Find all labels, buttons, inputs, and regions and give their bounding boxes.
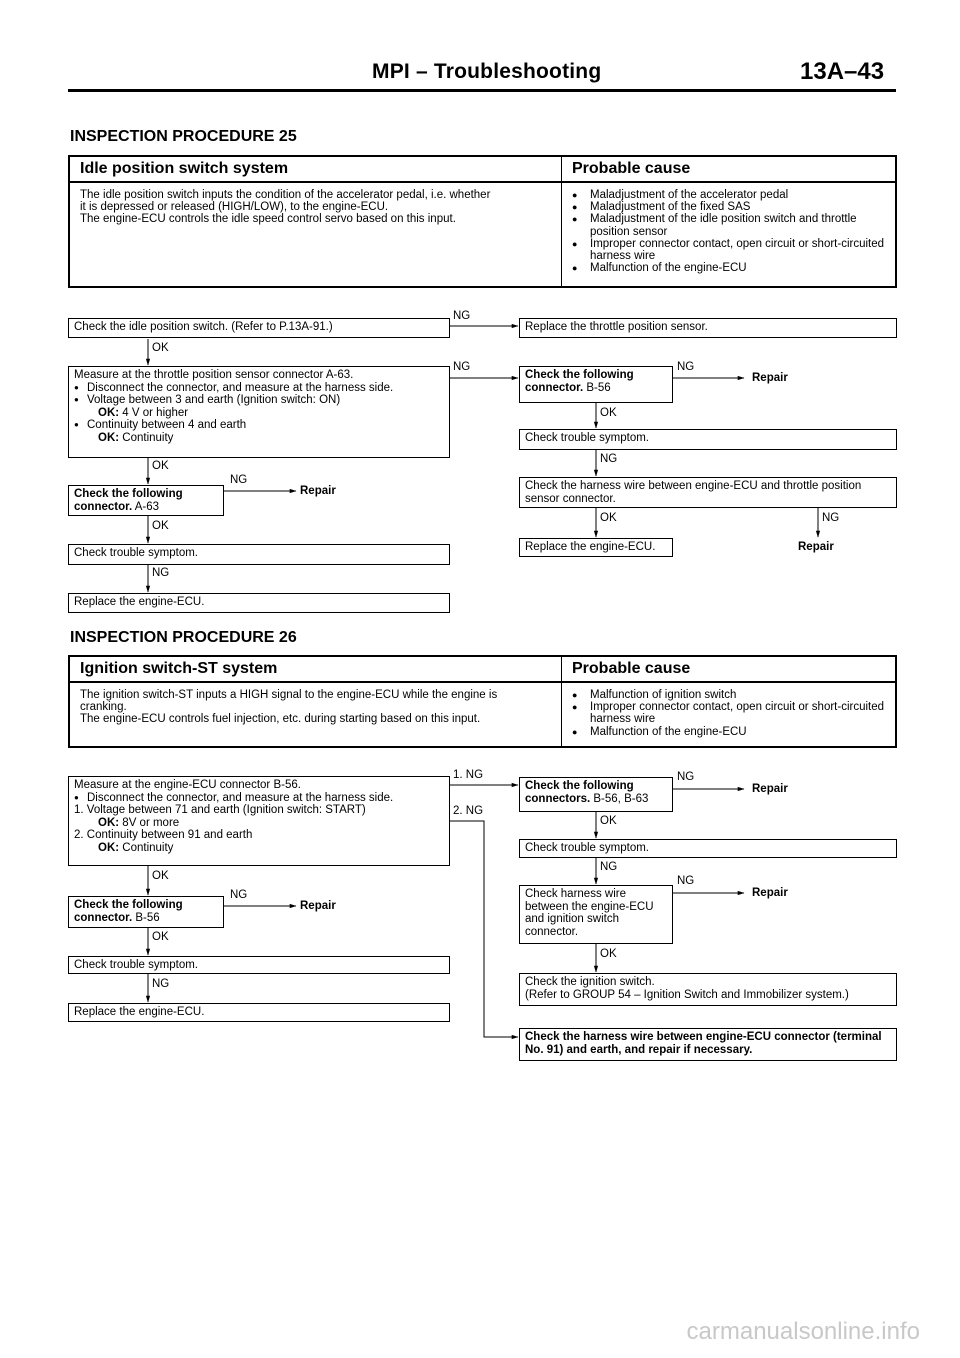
cause-item: ● Maladjustment of the fixed SAS <box>568 201 890 213</box>
step-title: Check the ignition switch. <box>525 976 655 988</box>
ng1-label: 1. NG <box>453 769 484 781</box>
step-measure-ecu-connector <box>68 776 450 866</box>
step-bullet: ● Voltage between 3 and earth (Ignition switch: ON) <box>74 394 444 407</box>
step-title: Check the following connector. <box>74 899 183 924</box>
description-line: it is depressed or released (HIGH/LOW), to the engine-ECU. <box>80 201 389 214</box>
procedure-25-title: INSPECTION PROCEDURE 25 <box>70 128 297 145</box>
cause-heading: Probable cause <box>562 157 895 183</box>
procedure-26-title: INSPECTION PROCEDURE 26 <box>70 629 297 646</box>
ok-label: OK <box>600 407 617 419</box>
ng-label: NG <box>677 771 695 783</box>
ok-label: OK <box>600 948 617 960</box>
repair-label: Repair <box>798 541 834 553</box>
connector-id: B-56, B-63 <box>593 792 649 805</box>
step-title: Check the following connectors. <box>525 780 634 805</box>
ok-key: OK: <box>98 431 120 444</box>
ng-label: NG <box>152 567 170 579</box>
repair-label: Repair <box>300 900 336 912</box>
connector-id: A-63 <box>134 500 160 513</box>
step-check-trouble-symptom-right: Check trouble symptom. <box>519 429 897 450</box>
ng-label: NG <box>453 361 471 373</box>
symptom-description <box>80 689 556 726</box>
ok-value: 4 V or higher <box>122 406 189 419</box>
ng-label: NG <box>822 512 840 524</box>
step-title: Measure at the engine-ECU connector B-56. <box>74 779 301 791</box>
step-replace-tps: Replace the throttle position sensor. <box>519 318 897 338</box>
step-title: Check the following connector. <box>74 488 183 513</box>
step-numbered: 2. Continuity between 91 and earth <box>74 829 253 841</box>
description-line: The ignition switch-ST inputs a HIGH signal to the engine-ECU while the engine is <box>80 689 498 701</box>
cause-item: ● Malfunction of ignition switch <box>568 689 890 701</box>
ng2-label: 2. NG <box>453 805 484 817</box>
procedure-26-symptom-table <box>68 655 897 748</box>
ng-label: NG <box>677 361 695 373</box>
cause-item: ● Improper connector contact, open circuit or short-circuited harness wire <box>568 701 890 725</box>
step-check-connectors-b56-b63 <box>519 777 673 812</box>
ng-label: NG <box>152 978 170 990</box>
step-replace-ecu-left: Replace the engine-ECU. <box>68 1003 450 1022</box>
site-watermark: carmanualsonline.info <box>686 1318 920 1345</box>
repair-label: Repair <box>300 485 336 497</box>
page-header-title: MPI – Troubleshooting <box>372 60 602 83</box>
ng-label: NG <box>677 875 695 887</box>
ng-label: NG <box>600 453 618 465</box>
ok-label: OK <box>152 870 169 882</box>
step-bullet: ● Disconnect the connector, and measure at the harness side. <box>74 382 444 395</box>
step-check-trouble-symptom-left: Check trouble symptom. <box>68 956 450 974</box>
description-line: The idle position switch inputs the condition of the accelerator pedal, i.e. whether <box>80 189 491 201</box>
step-check-connector-b56 <box>519 366 673 403</box>
cause-heading: Probable cause <box>562 657 895 683</box>
cause-item: ● Malfunction of the engine-ECU <box>568 262 890 274</box>
connector-id: B-56 <box>135 911 160 924</box>
ok-label: OK <box>600 815 617 827</box>
step-check-harness-wire: Check the harness wire between engine-ECU and throttle position sensor connector. <box>519 477 897 508</box>
ok-label: OK <box>152 460 169 472</box>
step-check-ignition-switch <box>519 973 897 1006</box>
connector-id: B-56 <box>586 381 611 394</box>
step-check-connector-b56 <box>68 896 224 928</box>
ok-value: 8V or more <box>122 816 180 829</box>
cause-item: ● Maladjustment of the idle position switch and throttle position sensor <box>568 213 890 237</box>
ok-label: OK <box>152 520 169 532</box>
repair-label: Repair <box>752 372 788 384</box>
ok-key: OK: <box>98 841 120 854</box>
ok-label: OK <box>600 512 617 524</box>
table-divider <box>561 657 562 746</box>
step-check-harness-terminal-91: Check the harness wire between engine-ECU connector (terminal No. 91) and earth, and repair if necessary. <box>519 1028 897 1061</box>
description-line: The engine-ECU controls the idle speed control servo based on this input. <box>80 213 456 226</box>
step-check-harness-ignition: Check harness wire between the engine-ECU and ignition switch connector. <box>519 885 673 944</box>
cause-item: ● Malfunction of the engine-ECU <box>568 726 890 738</box>
step-title: Check the following connector. <box>525 369 634 394</box>
symptom-heading: Idle position switch system <box>70 157 562 183</box>
step-bullet: ● Continuity between 4 and earth <box>74 419 444 432</box>
ng-label: NG <box>230 474 248 486</box>
symptom-heading: Ignition switch-ST system <box>70 657 562 683</box>
ok-label: OK <box>152 342 169 354</box>
step-replace-ecu-right: Replace the engine-ECU. <box>519 538 673 557</box>
ok-criterion <box>74 842 444 855</box>
step-check-trouble-symptom-right: Check trouble symptom. <box>519 839 897 858</box>
step-title: Measure at the throttle position sensor connector A-63. <box>74 369 354 381</box>
ng-label: NG <box>453 310 471 322</box>
ok-criterion <box>74 432 444 445</box>
step-measure-tps-connector <box>68 366 450 458</box>
ok-label: OK <box>152 931 169 943</box>
probable-causes <box>568 689 890 738</box>
step-check-trouble-symptom-left: Check trouble symptom. <box>68 544 450 565</box>
ok-key: OK: <box>98 406 120 419</box>
step-bullet: ● Disconnect the connector, and measure at the harness side. <box>74 792 444 805</box>
description-line: cranking. <box>80 701 127 714</box>
step-replace-ecu-left: Replace the engine-ECU. <box>68 593 450 613</box>
ok-criterion <box>74 407 444 420</box>
step-numbered: 1. Voltage between 71 and earth (Ignition switch: START) <box>74 804 366 816</box>
page-number: 13A–43 <box>800 58 885 85</box>
cause-item: ● Maladjustment of the accelerator pedal <box>568 189 890 201</box>
cause-item: ● Improper connector contact, open circuit or short-circuited harness wire <box>568 238 890 262</box>
ng-label: NG <box>600 861 618 873</box>
ok-criterion <box>74 817 444 830</box>
ok-value: Continuity <box>122 841 174 854</box>
description-line: The engine-ECU controls fuel injection, etc. during starting based on this input. <box>80 713 481 726</box>
repair-label: Repair <box>752 887 788 899</box>
ng-label: NG <box>230 889 248 901</box>
step-reference: (Refer to GROUP 54 – Ignition Switch and Immobilizer system.) <box>525 988 849 1001</box>
ok-key: OK: <box>98 816 120 829</box>
step-check-idle-switch: Check the idle position switch. (Refer to P.13A-91.) <box>68 318 450 338</box>
ok-value: Continuity <box>122 431 174 444</box>
repair-label: Repair <box>752 783 788 795</box>
step-check-connector-a63 <box>68 485 224 516</box>
